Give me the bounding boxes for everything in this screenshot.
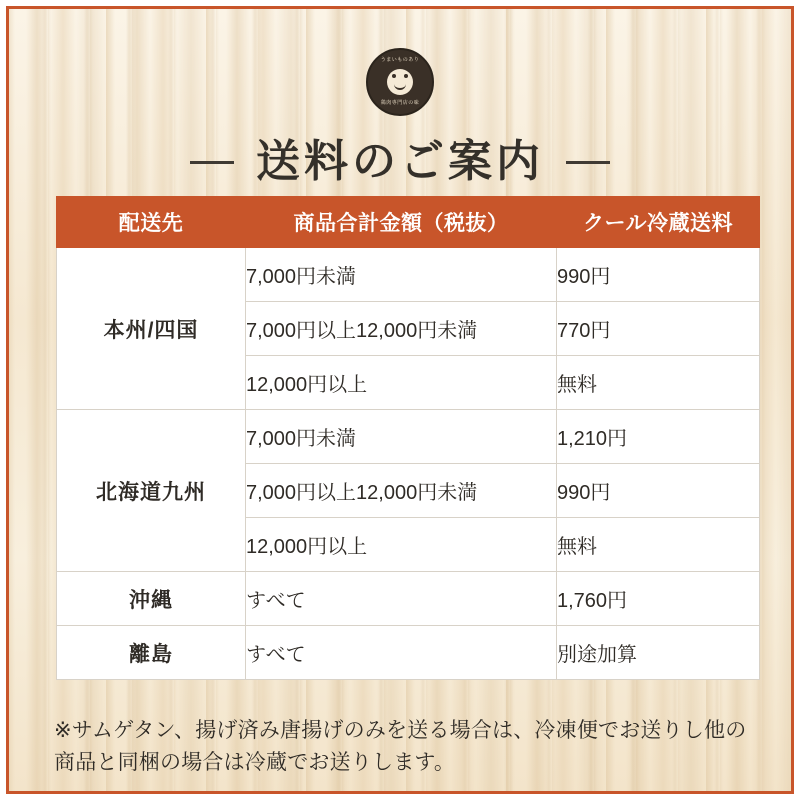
table-row bbox=[57, 572, 760, 626]
page-title: 送料のご案内 bbox=[256, 136, 544, 188]
amount-cell: 7,000円未満 bbox=[246, 248, 557, 302]
shipping-fee-table-wrapper bbox=[56, 196, 756, 680]
amount-cell: 12,000円以上 bbox=[246, 356, 557, 410]
shipping-fee-table bbox=[56, 196, 760, 680]
destination-cell: 北海道九州 bbox=[57, 410, 246, 572]
column-header-fee: クール冷蔵送料 bbox=[557, 197, 760, 248]
fee-cell: 別途加算 bbox=[557, 626, 760, 680]
table-row bbox=[57, 248, 760, 302]
brand-logo-container bbox=[6, 48, 794, 116]
fee-cell: 770円 bbox=[557, 302, 760, 356]
destination-cell: 離島 bbox=[57, 626, 246, 680]
brand-logo bbox=[366, 48, 434, 116]
table-row bbox=[57, 626, 760, 680]
footnote: ※サムゲタン、揚げ済み唐揚げのみを送る場合は、冷凍便でお送りし他の商品と同梱の場合は冷蔵でお送りします。 bbox=[54, 719, 747, 774]
logo-top-text: うまいものあり bbox=[380, 57, 420, 63]
amount-cell: 7,000円未満 bbox=[246, 410, 557, 464]
title-rule-left bbox=[190, 161, 234, 164]
table-head bbox=[57, 197, 760, 248]
chef-face-icon bbox=[387, 69, 413, 95]
fee-cell: 990円 bbox=[557, 464, 760, 518]
fee-cell: 1,760円 bbox=[557, 572, 760, 626]
fee-cell: 無料 bbox=[557, 518, 760, 572]
table-header-row bbox=[57, 197, 760, 248]
amount-cell: すべて bbox=[246, 572, 557, 626]
destination-cell: 本州/四国 bbox=[57, 248, 246, 410]
destination-cell: 沖縄 bbox=[57, 572, 246, 626]
fee-cell: 無料 bbox=[557, 356, 760, 410]
column-header-destination: 配送先 bbox=[57, 197, 246, 248]
table-body bbox=[57, 248, 760, 680]
fee-cell: 990円 bbox=[557, 248, 760, 302]
amount-cell: 7,000円以上12,000円未満 bbox=[246, 302, 557, 356]
amount-cell: 12,000円以上 bbox=[246, 518, 557, 572]
table-row bbox=[57, 410, 760, 464]
logo-bottom-text: 鶏肉専門店の味 bbox=[380, 100, 420, 106]
column-header-amount: 商品合計金額（税抜） bbox=[246, 197, 557, 248]
title-rule-right bbox=[566, 161, 610, 164]
fee-cell: 1,210円 bbox=[557, 410, 760, 464]
amount-cell: すべて bbox=[246, 626, 557, 680]
amount-cell: 7,000円以上12,000円未満 bbox=[246, 464, 557, 518]
